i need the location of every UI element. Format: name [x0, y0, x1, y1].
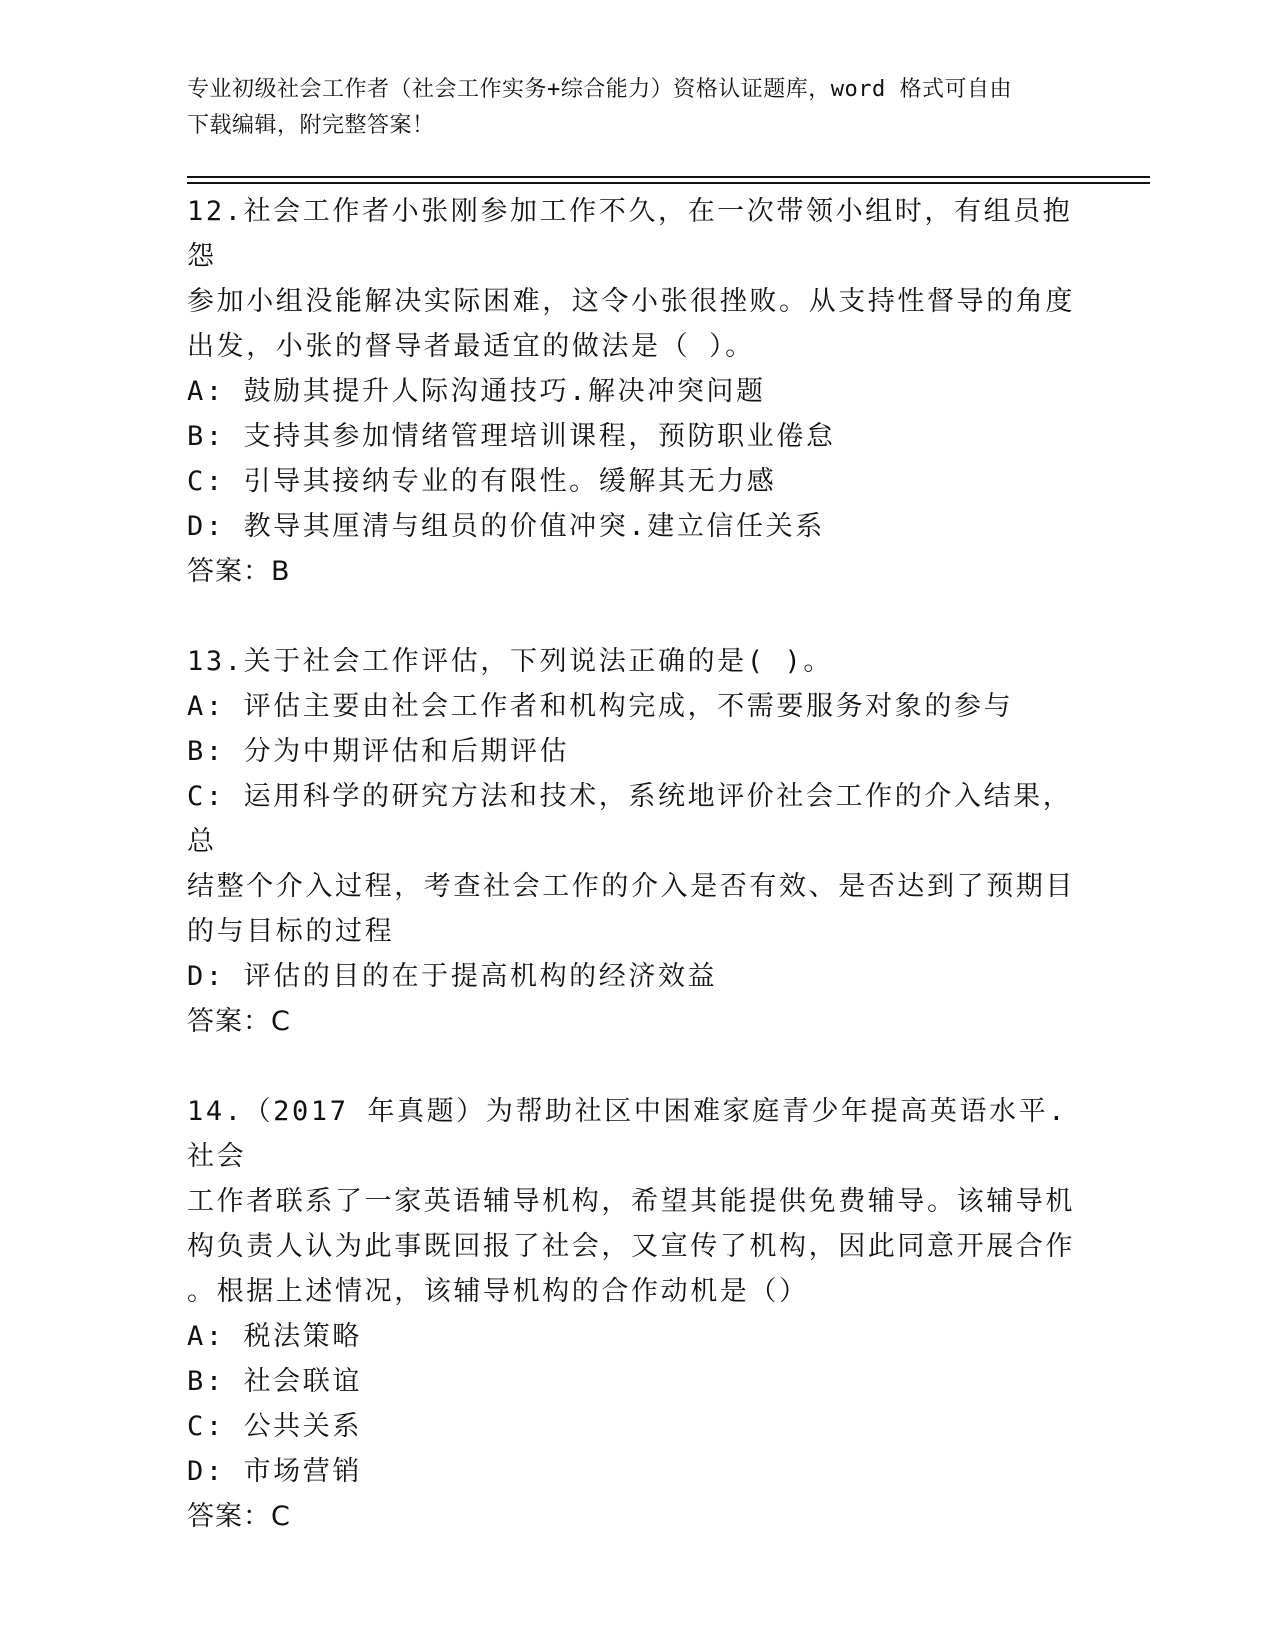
option-c-continued: 的与目标的过程 [187, 916, 395, 947]
header-line-1: 专业初级社会工作者（社会工作实务+综合能力）资格认证题库，word 格式可自由 [187, 77, 1012, 102]
document-header [187, 72, 1067, 144]
question-stem-line: 13.关于社会工作评估，下列说法正确的是( )。 [187, 646, 833, 677]
header-divider-top [187, 176, 1150, 178]
question-stem-line: 构负责人认为此事既回报了社会，又宣传了机构，因此同意开展合作 [187, 1231, 1075, 1262]
header-divider-bottom [187, 182, 1150, 184]
question-stem-line: 12.社会工作者小张刚参加工作不久，在一次带领小组时，有组员抱怨 [187, 196, 1073, 272]
question-12 [187, 189, 1087, 594]
option-a: A: 税法策略 [187, 1321, 362, 1352]
question-stem-line: 工作者联系了一家英语辅导机构，希望其能提供免费辅导。该辅导机 [187, 1186, 1075, 1217]
option-a: A: 鼓励其提升人际沟通技巧.解决冲突问题 [187, 376, 766, 407]
option-d: D: 市场营销 [187, 1456, 362, 1487]
option-c: C: 运用科学的研究方法和技术，系统地评价社会工作的介入结果，总 [187, 781, 1073, 857]
option-b: B: 社会联谊 [187, 1366, 362, 1397]
question-14 [187, 1089, 1087, 1539]
question-stem-line: 参加小组没能解决实际困难，这令小张很挫败。从支持性督导的角度 [187, 286, 1075, 317]
question-stem-line: 出发，小张的督导者最适宜的做法是（ ）。 [187, 331, 755, 362]
option-c: C: 引导其接纳专业的有限性。缓解其无力感 [187, 466, 777, 497]
option-d: D: 教导其厘清与组员的价值冲突.建立信任关系 [187, 511, 825, 542]
question-stem-line: 。根据上述情况，该辅导机构的合作动机是（） [187, 1276, 809, 1307]
header-line-2: 下载编辑，附完整答案！ [187, 113, 435, 138]
option-c: C: 公共关系 [187, 1411, 362, 1442]
option-b: B: 分为中期评估和后期评估 [187, 736, 570, 767]
option-a: A: 评估主要由社会工作者和机构完成，不需要服务对象的参与 [187, 691, 1014, 722]
option-b: B: 支持其参加情绪管理培训课程，预防职业倦怠 [187, 421, 836, 452]
question-list [187, 189, 1087, 1539]
answer-line: 答案：C [187, 1501, 291, 1532]
option-d: D: 评估的目的在于提高机构的经济效益 [187, 961, 718, 992]
answer-line: 答案：B [187, 556, 291, 587]
option-c-continued: 结整个介入过程，考查社会工作的介入是否有效、是否达到了预期目 [187, 871, 1075, 902]
answer-line: 答案：C [187, 1006, 291, 1037]
question-stem-line: 14.（2017 年真题）为帮助社区中困难家庭青少年提高英语水平.社会 [187, 1096, 1068, 1172]
question-13 [187, 639, 1087, 1044]
